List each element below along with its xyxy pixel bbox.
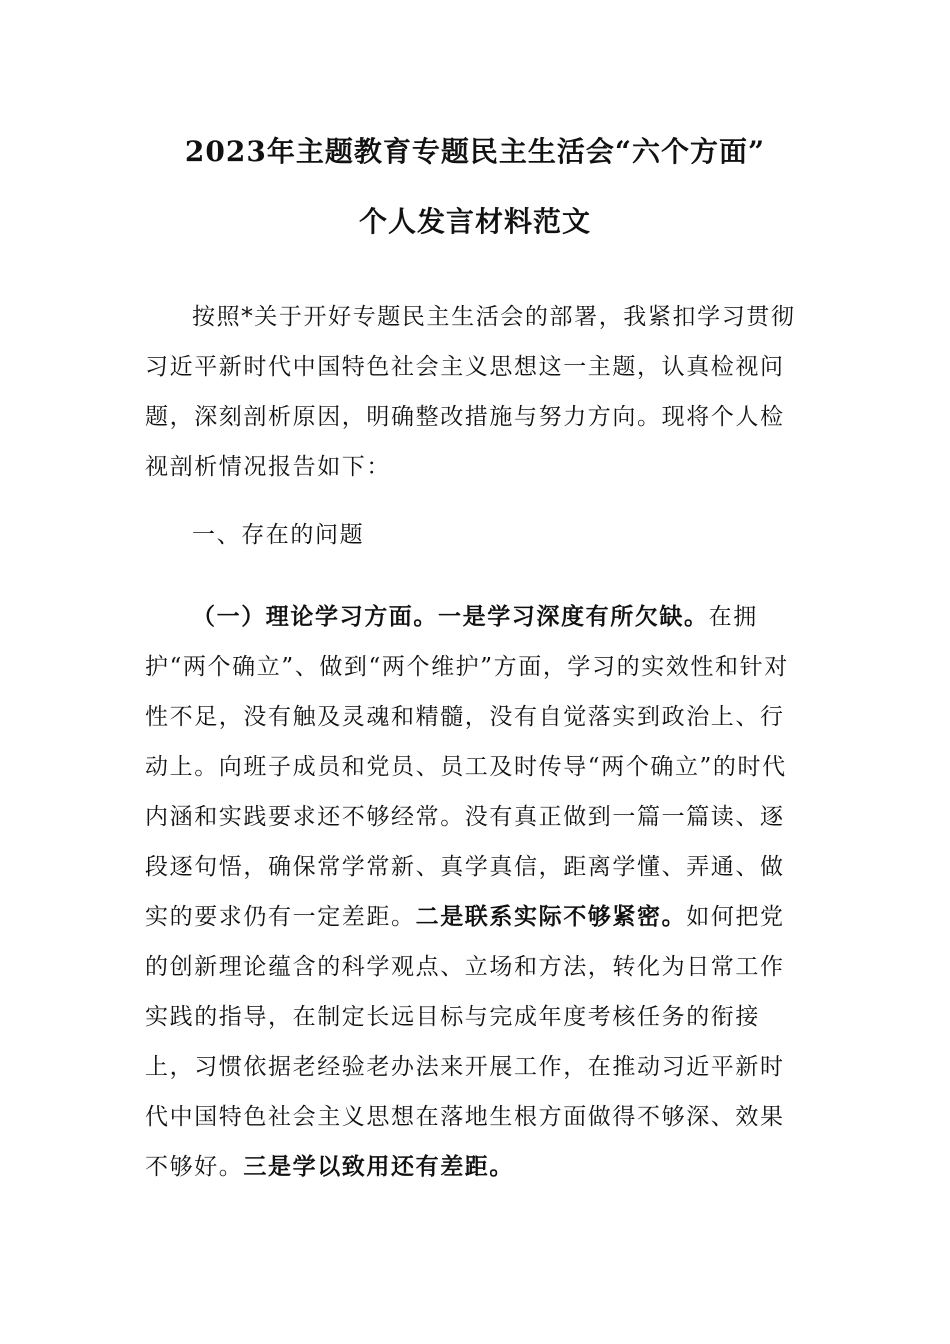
point-title: 一是学习深度有所欠缺。 <box>438 603 709 630</box>
intro-paragraph: 按照*关于开好专题民主生活会的部署，我紧扣学习贯彻习近平新时代中国特色社会主义思想这一主题，认真检视问题，深刻剖析原因，明确整改措施与努力方向。现将个人检视剖析情况报告如下： <box>145 304 796 480</box>
body-paragraph <box>145 592 805 1192</box>
point-text: 在拥护“两个确立”、做到“两个维护”方面，学习的实效性和针对性不足，没有触及灵魂和精髓，没有自觉落实到政治上、行动上。向班子成员和党员、员工及时传导“两个确立”的时代内涵和实践要求还不够经常。没有真正做到一篇一篇读、逐段逐句悟，确保常学常新、真学真信，距离学懂、弄通、做实的要求仍有一定差距。 <box>145 604 789 930</box>
subsection-heading: （一）理论学习方面。 <box>192 603 438 630</box>
document-title-line2: 个人发言材料范文 <box>358 205 591 238</box>
point-text: 如何把党的创新理论蕴含的科学观点、立场和方法，转化为日常工作实践的指导，在制定长远目标与完成年度考核任务的衔接上，习惯依据老经验老办法来开展工作，在推动习近平新时代中国特色社会主义思想在落地生根方面做得不够深、效果不够好。 <box>145 904 785 1180</box>
point-title: 二是联系实际不够紧密。 <box>415 903 687 930</box>
section-heading: 一、存在的问题 <box>192 522 365 548</box>
point-title: 三是学以致用还有差距。 <box>243 1153 515 1180</box>
document-title-line1: 2023年主题教育专题民主生活会“六个方面” <box>184 135 766 168</box>
